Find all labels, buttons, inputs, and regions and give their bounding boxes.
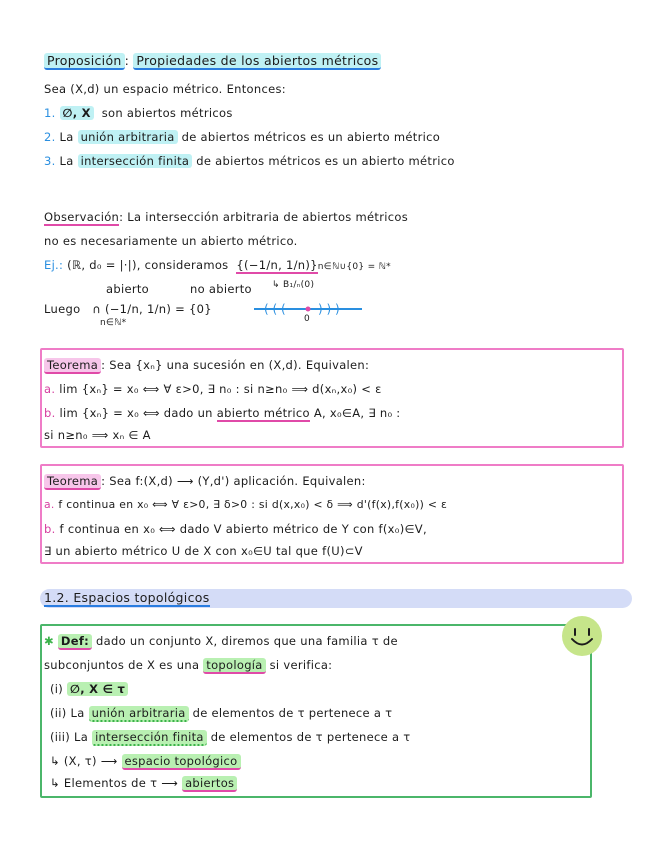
left-parens: ( ( ( — [264, 302, 286, 316]
def-axiom-iii: (iii) La intersección finita de elementos de τ pertenece a τ — [50, 730, 411, 744]
number-line-zero: 0 — [304, 314, 311, 324]
def-axiom-i: (i) ∅, X ∈ τ — [50, 682, 128, 696]
obs-intersection: ∩ (−1/n, 1/n) = {0} — [92, 302, 212, 316]
prop-title: Propiedades de los abiertos métricos — [133, 53, 381, 70]
obs-ball: ↳ B₁/ₙ(0) — [272, 280, 315, 290]
obs-no-abierto: no abierto — [190, 282, 252, 296]
smiley-icon — [560, 614, 604, 658]
def-pair: ↳ (X, τ) ⟶ espacio topológico — [50, 754, 241, 768]
obs-line-2: no es necesariamente un abierto métrico. — [44, 234, 298, 248]
thm1-a: a. lim {xₙ} = x₀ ⟺ ∀ ε>0, ∃ n₀ : si n≥n₀ ⟹ d(xₙ,x₀) < ε — [44, 382, 382, 396]
def-axiom-ii: (ii) La unión arbitraria de elementos de τ pertenece a τ — [50, 706, 393, 720]
thm1-label: Teorema — [44, 358, 101, 374]
obs-line-1: Observación: La intersección arbitraria de abiertos métricos — [44, 210, 408, 224]
prop-item-1: 1. ∅, X son abiertos métricos — [44, 106, 233, 120]
obs-intersection-index: n∈ℕ* — [100, 318, 127, 328]
thm2-b-line2: ∃ un abierto métrico U de X con x₀∈U tal que f(U)⊂V — [44, 544, 363, 558]
obs-label: Observación — [44, 210, 120, 224]
def-line-2: subconjuntos de X es una topología si verifica: — [44, 658, 333, 672]
thm1-b-line2: si n≥n₀ ⟹ xₙ ∈ A — [44, 428, 151, 442]
right-parens: ) ) ) — [318, 302, 340, 316]
prop-item-3: 3. La intersección finita de abiertos métricos es un abierto métrico — [44, 154, 455, 168]
def-elements: ↳ Elementos de τ ⟶ abiertos — [50, 776, 237, 790]
example-family: {(−1/n, 1/n)} — [236, 258, 318, 272]
origin-point — [306, 307, 311, 312]
section-title: 1.2. Espacios topológicos — [44, 590, 210, 605]
thm2-label: Teorema — [44, 474, 101, 490]
thm1-b: b. lim {xₙ} = x₀ ⟺ dado un abierto métrico A, x₀∈A, ∃ n₀ : — [44, 406, 401, 420]
prop-title-line — [44, 53, 381, 68]
obs-luego-line: Luego ∩ (−1/n, 1/n) = {0} — [44, 302, 212, 316]
obs-example: Ej.: (ℝ, d₀ = |·|), consideramos {(−1/n, 1/n)}n∈ℕ∪{0} = ℕ* — [44, 258, 391, 272]
thm2-a: a. f continua en x₀ ⟺ ∀ ε>0, ∃ δ>0 : si d(x,x₀) < δ ⟹ d'(f(x),f(x₀)) < ε — [44, 498, 448, 511]
obs-abierto: abierto — [106, 282, 149, 296]
prop-intro: Sea (X,d) un espacio métrico. Entonces: — [44, 82, 286, 96]
thm1-head: Teorema : Sea {xₙ} una sucesión en (X,d). Equivalen: — [44, 358, 369, 372]
prop-label: Proposición — [44, 53, 125, 70]
def-label: Def: — [58, 634, 92, 650]
asterisk-icon: ✱ — [44, 634, 54, 648]
thm2-b: b. f continua en x₀ ⟺ dado V abierto métrico de Y con f(x₀)∈V, — [44, 522, 427, 536]
prop-colon: : — [124, 53, 130, 68]
prop-item-2: 2. La unión arbitraria de abiertos métricos es un abierto métrico — [44, 130, 441, 144]
def-line-1: ✱ Def: dado un conjunto X, diremos que una familia τ de — [44, 634, 398, 648]
thm2-head: Teorema : Sea f:(X,d) ⟶ (Y,d') aplicación. Equivalen: — [44, 474, 366, 488]
